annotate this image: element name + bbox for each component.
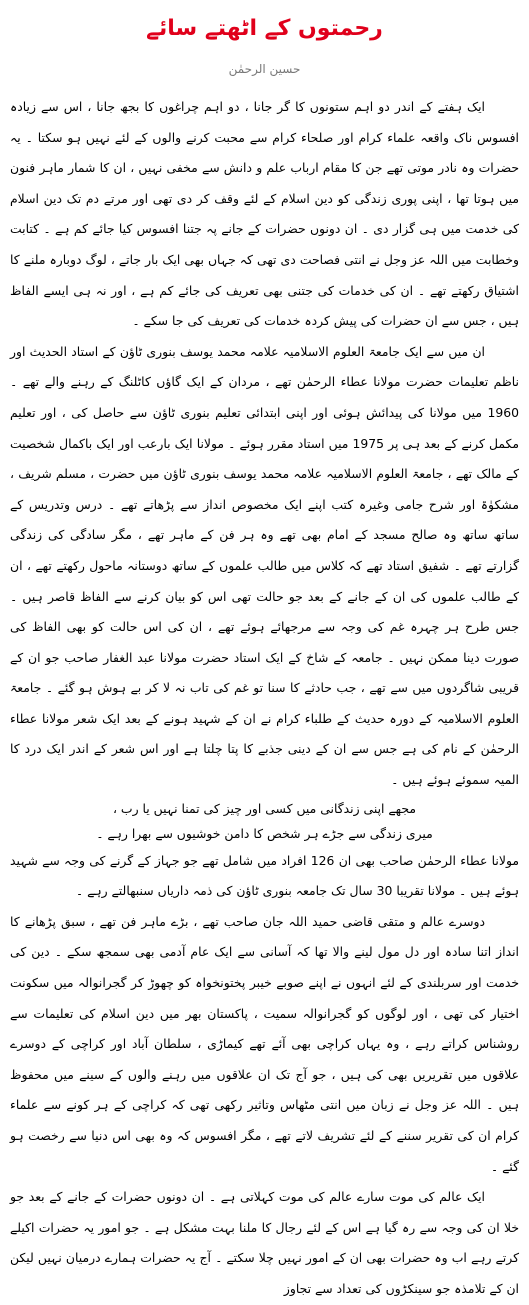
article-paragraph: دوسرے عالم و متقی قاضی حمید اللہ جان صاحب تھے ، بڑے ماہر فن تھے ، سبق پڑھانے کا انداز اتنا سادہ اور دل مول لینے والا تھا کہ آسانی سے ایک عام آدمی بھی سمجھ سکے ۔ دین کی خدمت اور سربلندی کے لئے انہوں نے اپنے صوبے خیبر پختونخواہ کو چھوڑ کر گجرانوالہ میں سکونت اختیار کی تھی ، اور لوگوں کو گجرانوالہ سمیت ، پاکستان بھر میں دین اسلام کی تعلیمات سے روشناس کراتے رہے ، وہ یہاں کراچی بھی آئے تھے کیماڑی ، سلطان آباد اور کراچی کے دوسرے علاقوں میں تقریریں بھی کی ہیں ، جو آج تک ان علاقوں میں رہنے والوں کے سینے میں محفوظ ہیں ۔ اللہ عز وجل نے زبان میں انتی مٹھاس وتاثیر رکھی تھی کہ کراچی کے ہر کونے سے علماء کرام ان کی تقریر سننے کے لئے تشریف لاتے تھے ، مگر افسوس کہ وہ بھی اس دنیا سے رخصت ہو گئے ۔ [10,913,519,1174]
article-author: حسین الرحمٰن [228,62,301,76]
article-paragraph: ایک عالم کی موت سارے عالم کی موت کہلاتی ہے ۔ ان دونوں حضرات کے جانے کے بعد جو خلا ان کی وجہ سے رہ گیا ہے اس کے لئے رجال کا ملنا بہت مشکل ہے ۔ جو امور یہ حضرات اکیلے کرتے رہے اب وہ حضرات بھی ان کے امور نہیں چلا سکتے ۔ آج یہ حضرات ہمارے درمیان نہیں لیکن ان کے تلامذہ جو سینکڑوں کی تعداد سے تجاوز [10,1189,519,1296]
poem-line: مجھے اپنی زندگانی میں کسی اور چیز کی تمنا نہیں یا رب ، [112,800,417,816]
poem-line: میری زندگی سے جڑے ہر شخص کا دامن خوشیوں سے بھرا رہے ۔ [96,825,433,841]
article-paragraph: ایک ہفتے کے اندر دو اہم ستونوں کا گر جانا ، دو اہم چراغوں کا بجھ جانا ، اس سے زیادہ افسوس ناک واقعہ علماء کرام اور صلحاء کرام سے محبت کرنے والوں کے لئے نہیں ہو سکتا ۔ یہ حضرات وہ نادر موتی تھے جن کا مقام ارباب علم و دانش سے مخفی نہیں ، ان کا شمار ماہر فنون میں ہوتا تھا ، اپنی پوری زندگی کو دین اسلام کے لئے وقف کر دی تھی اور مرتے دم تک دین اسلام کی خدمت میں ہی گزار دی ۔ ان دونوں حضرات کے جانے پہ جتنا افسوس کیا جائے کم ہے ۔ کتابت وخطابت میں اللہ عز وجل نے انتی فصاحت دی تھی کہ جہاں بھی ایک بار جاتے ، لوگ دوبارہ ملنے کا اشتیاق رکھتے تھے ۔ ان کی خدمات کی جتنی بھی تعریف کی جائے کم ہے ، اور نہ ہی ایسے الفاظ ہیں ، جس سے ان حضرات کی پیش کردہ خدمات کی تعریف کی جا سکے ۔ [10,99,519,329]
article-title: رحمتوں کے اٹھتے سائے [146,16,383,41]
article-paragraph: مولانا عطاء الرحمٰن صاحب بھی ان 126 افراد میں شامل تھے جو جہاز کے گرنے کی وجہ سے شہید ہوئے ہیں ۔ مولانا تقریبا 30 سال تک جامعہ بنوری ٹاؤن کی ذمہ داریاں سنبھالتے رہے ۔ [10,852,519,899]
article-paragraph: ان میں سے ایک جامعۃ العلوم الاسلامیہ علامہ محمد یوسف بنوری ٹاؤن کے استاد الحدیث اور ناظم تعلیمات حضرت مولانا عطاء الرحمٰن تھے ، مردان کے ایک گاؤں کاٹلنگ کے رہنے والے تھے ۔ 1960 میں مولانا کی پیدائش ہوئی اور اپنی ابتدائی تعلیم بنوری ٹاؤن سے حاصل کی ، اور تعلیم مکمل کرنے کے بعد ہی پر 1975 میں استاد مقرر ہوئے ۔ مولانا ایک بارعب اور ایک باکمال شخصیت کے مالک تھے ، جامعۃ العلوم الاسلامیہ علامہ محمد یوسف بنوری ٹاؤن میں حضرت ، مسلم شریف ، مشکوٰۃ اور شرح جامی وغیرہ کتب اپنے ایک مخصوص انداز سے پڑھاتے تھے ۔ درس وتدریس کے ساتھ ساتھ وہ صالح مسجد کے امام بھی تھے وہ ہر فن کے ماہر تھے ، مگر سادگی کی زندگی گزارتے تھے ۔ شفیق استاد تھے کہ کلاس میں طالب علموں کے ساتھ دوستانہ ماحول رکھتے تھے ، ان کے طالب علموں کی ان کے جانے کے بعد جو حالت تھی اس کو بیان کرنے سے الفاظ قاصر ہیں ۔ جس طرح ہر چہرہ غم کی وجہ سے مرجھائے ہوئے تھے ، ان کی اس حالت کو بھی الفاظ کی صورت دینا ممکن نہیں ۔ جامعہ کے شاخ کے ایک استاد حضرت مولانا عبد الغفار صاحب جو ان کے قریبی شاگردوں میں سے تھے ، جب حادثے کا سنا تو غم کی تاب نہ لا کر بے ہوش ہو گئے ۔ جامعۃ العلوم الاسلامیہ کے دورہ حدیث کے طلباء کرام نے ان کے شہید ہونے کے بعد ایک شعر مولانا عطاء الرحمٰن کے نام کی ہے جس سے ان کے دینی جذبے کا پتا چلتا ہے اور اس شعر کے اندر ایک درد کا المیہ سموئے ہوئے ہیں ۔ [10,343,519,788]
poem-couplet [10,796,519,846]
